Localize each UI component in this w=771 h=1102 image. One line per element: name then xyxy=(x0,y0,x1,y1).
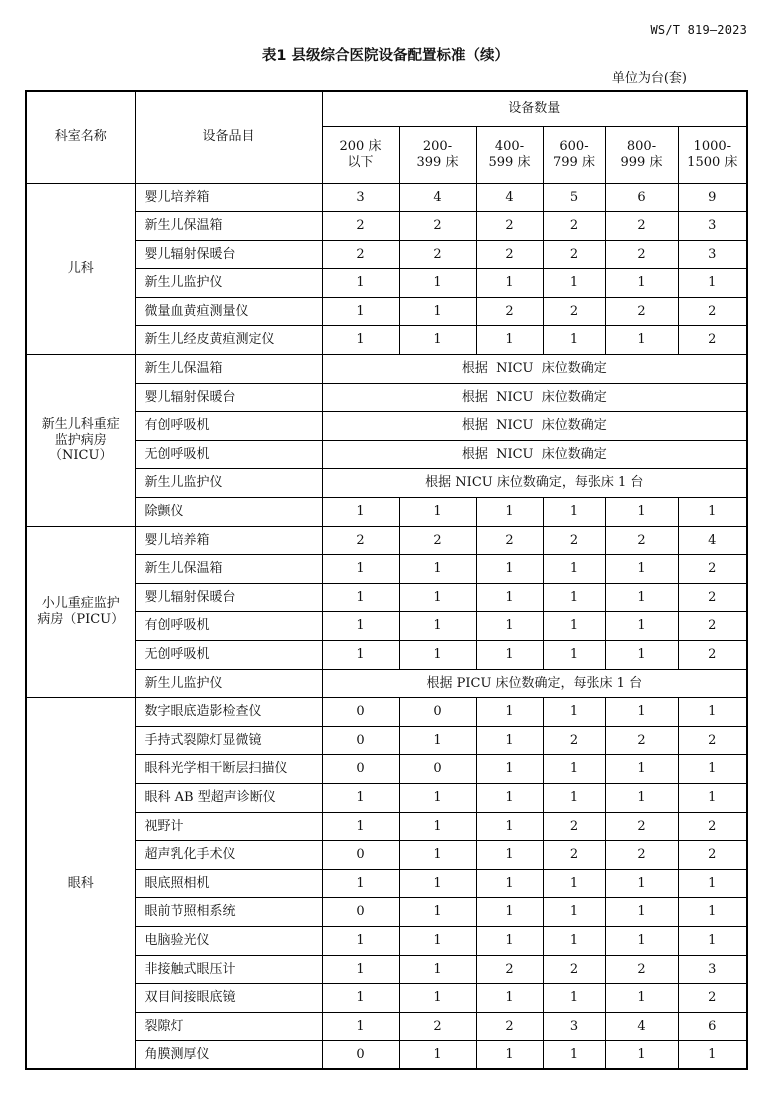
quantity-cell: 1 xyxy=(322,783,399,812)
equipment-item: 无创呼吸机 xyxy=(135,440,322,469)
table-row xyxy=(26,641,747,670)
table-row xyxy=(26,898,747,927)
table-row xyxy=(26,583,747,612)
quantity-cell: 1 xyxy=(543,498,605,527)
quantity-cell: 1 xyxy=(399,1041,476,1070)
quantity-cell: 0 xyxy=(322,1041,399,1070)
table-row xyxy=(26,498,747,527)
table-row xyxy=(26,1041,747,1070)
equipment-item: 婴儿培养箱 xyxy=(135,183,322,212)
quantity-cell: 1 xyxy=(322,326,399,355)
column-header-size-line: 1000- xyxy=(693,138,732,154)
quantity-cell: 1 xyxy=(605,755,678,784)
department-cell xyxy=(26,355,135,527)
quantity-cell: 2 xyxy=(476,955,543,984)
quantity-cell: 2 xyxy=(605,955,678,984)
equipment-item: 非接触式眼压计 xyxy=(135,955,322,984)
column-header-size-line: 400- xyxy=(494,138,525,154)
quantity-note: 根据 NICU 床位数确定 xyxy=(322,355,747,384)
quantity-cell: 0 xyxy=(322,898,399,927)
equipment-item: 无创呼吸机 xyxy=(135,641,322,670)
column-header-size xyxy=(476,126,543,183)
table-title: 表1 县级综合医院设备配置标准（续） xyxy=(261,48,510,64)
quantity-cell: 1 xyxy=(476,841,543,870)
quantity-cell: 1 xyxy=(476,583,543,612)
quantity-cell: 1 xyxy=(476,783,543,812)
quantity-cell: 1 xyxy=(543,612,605,641)
column-header-size xyxy=(399,126,476,183)
quantity-cell: 1 xyxy=(476,869,543,898)
quantity-cell: 1 xyxy=(678,269,747,298)
quantity-cell: 2 xyxy=(678,583,747,612)
column-header-size-line: 999 床 xyxy=(620,154,663,170)
quantity-cell: 6 xyxy=(678,1012,747,1041)
quantity-note: 根据 NICU 床位数确定 xyxy=(322,412,747,441)
quantity-cell: 2 xyxy=(476,212,543,241)
equipment-item: 新生儿监护仪 xyxy=(135,269,322,298)
table-row xyxy=(26,698,747,727)
quantity-cell: 1 xyxy=(678,869,747,898)
equipment-table xyxy=(25,90,748,1070)
quantity-cell: 1 xyxy=(543,641,605,670)
quantity-cell: 1 xyxy=(605,326,678,355)
quantity-cell: 2 xyxy=(543,726,605,755)
quantity-cell: 1 xyxy=(605,926,678,955)
quantity-cell: 1 xyxy=(678,698,747,727)
quantity-cell: 1 xyxy=(543,755,605,784)
quantity-cell: 1 xyxy=(605,583,678,612)
column-header-size-line: 799 床 xyxy=(553,154,595,170)
department-name-line: 监护病房 xyxy=(54,432,107,448)
quantity-cell: 1 xyxy=(605,555,678,584)
quantity-cell: 1 xyxy=(476,326,543,355)
quantity-cell: 2 xyxy=(678,612,747,641)
table-row xyxy=(26,383,747,412)
quantity-cell: 2 xyxy=(476,240,543,269)
quantity-cell: 1 xyxy=(476,812,543,841)
equipment-item: 新生儿保温箱 xyxy=(135,555,322,584)
quantity-cell: 1 xyxy=(399,269,476,298)
quantity-cell: 0 xyxy=(399,755,476,784)
quantity-cell: 1 xyxy=(543,1041,605,1070)
quantity-cell: 1 xyxy=(678,898,747,927)
quantity-cell: 0 xyxy=(399,698,476,727)
equipment-item: 超声乳化手术仪 xyxy=(135,841,322,870)
table-row xyxy=(26,926,747,955)
column-header-size xyxy=(678,126,747,183)
quantity-cell: 2 xyxy=(678,984,747,1013)
quantity-cell: 2 xyxy=(543,212,605,241)
quantity-cell: 1 xyxy=(322,498,399,527)
table-row xyxy=(26,526,747,555)
quantity-cell: 2 xyxy=(678,555,747,584)
quantity-cell: 1 xyxy=(543,984,605,1013)
quantity-cell: 4 xyxy=(605,1012,678,1041)
equipment-item: 眼科 AB 型超声诊断仪 xyxy=(135,783,322,812)
table-row xyxy=(26,297,747,326)
equipment-item: 有创呼吸机 xyxy=(135,412,322,441)
quantity-cell: 1 xyxy=(399,898,476,927)
quantity-cell: 2 xyxy=(543,812,605,841)
table-row xyxy=(26,555,747,584)
quantity-cell: 2 xyxy=(476,526,543,555)
quantity-cell: 2 xyxy=(678,326,747,355)
quantity-cell: 1 xyxy=(678,783,747,812)
quantity-cell: 1 xyxy=(476,555,543,584)
quantity-cell: 2 xyxy=(605,726,678,755)
quantity-cell: 1 xyxy=(476,612,543,641)
quantity-cell: 6 xyxy=(605,183,678,212)
column-header-size-line: 1500 床 xyxy=(687,154,738,170)
equipment-item: 新生儿保温箱 xyxy=(135,212,322,241)
quantity-cell: 1 xyxy=(543,926,605,955)
quantity-cell: 1 xyxy=(399,612,476,641)
equipment-item: 双目间接眼底镜 xyxy=(135,984,322,1013)
equipment-item: 婴儿培养箱 xyxy=(135,526,322,555)
quantity-cell: 1 xyxy=(605,269,678,298)
quantity-cell: 0 xyxy=(322,726,399,755)
quantity-cell: 1 xyxy=(322,583,399,612)
quantity-cell: 2 xyxy=(605,812,678,841)
quantity-cell: 0 xyxy=(322,755,399,784)
quantity-cell: 1 xyxy=(399,498,476,527)
quantity-cell: 1 xyxy=(678,1041,747,1070)
quantity-cell: 3 xyxy=(322,183,399,212)
quantity-cell: 2 xyxy=(543,240,605,269)
table-row xyxy=(26,240,747,269)
quantity-cell: 2 xyxy=(399,1012,476,1041)
quantity-cell: 2 xyxy=(543,955,605,984)
quantity-cell: 1 xyxy=(399,297,476,326)
department-cell xyxy=(26,526,135,698)
quantity-cell: 2 xyxy=(678,841,747,870)
quantity-cell: 1 xyxy=(543,869,605,898)
quantity-cell: 1 xyxy=(322,869,399,898)
table-row xyxy=(26,1012,747,1041)
quantity-cell: 1 xyxy=(476,726,543,755)
quantity-cell: 1 xyxy=(476,755,543,784)
quantity-cell: 1 xyxy=(322,555,399,584)
column-header-size-line: 200- xyxy=(422,138,453,154)
quantity-cell: 2 xyxy=(543,841,605,870)
column-header-size-line: 800- xyxy=(626,138,657,154)
quantity-cell: 0 xyxy=(322,841,399,870)
quantity-cell: 1 xyxy=(322,612,399,641)
quantity-cell: 1 xyxy=(399,926,476,955)
table-row xyxy=(26,812,747,841)
table-row xyxy=(26,412,747,441)
quantity-cell: 1 xyxy=(678,926,747,955)
quantity-cell: 1 xyxy=(322,1012,399,1041)
department-name-line: （NICU） xyxy=(49,448,113,464)
quantity-cell: 4 xyxy=(678,526,747,555)
quantity-cell: 1 xyxy=(605,984,678,1013)
column-header-size xyxy=(322,126,399,183)
equipment-item: 角膜测厚仪 xyxy=(135,1041,322,1070)
quantity-cell: 1 xyxy=(322,297,399,326)
column-header-size-line: 600- xyxy=(559,138,589,154)
quantity-cell: 1 xyxy=(476,269,543,298)
quantity-cell: 1 xyxy=(605,1041,678,1070)
column-header-size-line: 399 床 xyxy=(416,154,459,170)
equipment-item: 眼前节照相系统 xyxy=(135,898,322,927)
table-row xyxy=(26,984,747,1013)
quantity-cell: 1 xyxy=(476,984,543,1013)
column-header-size xyxy=(605,126,678,183)
quantity-cell: 1 xyxy=(605,641,678,670)
equipment-item: 新生儿监护仪 xyxy=(135,469,322,498)
quantity-cell: 1 xyxy=(605,898,678,927)
quantity-cell: 1 xyxy=(476,641,543,670)
table-row xyxy=(26,355,747,384)
quantity-cell: 1 xyxy=(476,898,543,927)
quantity-note: 根据 PICU 床位数确定，每张床 1 台 xyxy=(322,669,747,698)
quantity-note: 根据 NICU 床位数确定 xyxy=(322,440,747,469)
quantity-cell: 9 xyxy=(678,183,747,212)
department-name-line: 儿科 xyxy=(67,260,94,276)
quantity-cell: 3 xyxy=(678,240,747,269)
equipment-item: 裂隙灯 xyxy=(135,1012,322,1041)
department-name-line: 病房（PICU） xyxy=(37,611,125,627)
quantity-cell: 1 xyxy=(322,955,399,984)
quantity-cell: 2 xyxy=(322,212,399,241)
quantity-cell: 1 xyxy=(678,755,747,784)
quantity-cell: 3 xyxy=(678,955,747,984)
quantity-cell: 1 xyxy=(605,783,678,812)
quantity-cell: 2 xyxy=(543,297,605,326)
quantity-cell: 2 xyxy=(605,841,678,870)
quantity-cell: 2 xyxy=(399,240,476,269)
quantity-cell: 2 xyxy=(476,297,543,326)
quantity-cell: 2 xyxy=(399,212,476,241)
quantity-cell: 1 xyxy=(399,869,476,898)
quantity-cell: 1 xyxy=(476,1041,543,1070)
table-row xyxy=(26,783,747,812)
table-row xyxy=(26,669,747,698)
quantity-cell: 2 xyxy=(543,526,605,555)
equipment-item: 婴儿辐射保暖台 xyxy=(135,383,322,412)
quantity-cell: 3 xyxy=(543,1012,605,1041)
quantity-cell: 2 xyxy=(678,812,747,841)
quantity-cell: 2 xyxy=(678,726,747,755)
equipment-item: 婴儿辐射保暖台 xyxy=(135,240,322,269)
table-row xyxy=(26,612,747,641)
quantity-cell: 1 xyxy=(543,555,605,584)
department-cell xyxy=(26,183,135,355)
quantity-cell: 5 xyxy=(543,183,605,212)
quantity-cell: 1 xyxy=(322,269,399,298)
quantity-cell: 1 xyxy=(322,812,399,841)
equipment-item: 婴儿辐射保暖台 xyxy=(135,583,322,612)
equipment-item: 微量血黄疸测量仪 xyxy=(135,297,322,326)
unit-label: 单位为台(套) xyxy=(611,71,687,86)
quantity-cell: 2 xyxy=(605,240,678,269)
quantity-cell: 1 xyxy=(399,583,476,612)
quantity-cell: 1 xyxy=(543,326,605,355)
quantity-note: 根据 NICU 床位数确定 xyxy=(322,383,747,412)
department-cell xyxy=(26,698,135,1070)
quantity-cell: 1 xyxy=(399,555,476,584)
quantity-cell: 1 xyxy=(605,612,678,641)
column-header-size-line: 200 床 xyxy=(339,138,382,154)
quantity-cell: 2 xyxy=(322,526,399,555)
equipment-item: 除颤仪 xyxy=(135,498,322,527)
quantity-cell: 2 xyxy=(605,297,678,326)
quantity-cell: 1 xyxy=(605,869,678,898)
quantity-cell: 1 xyxy=(476,498,543,527)
quantity-cell: 4 xyxy=(399,183,476,212)
equipment-item: 视野计 xyxy=(135,812,322,841)
quantity-cell: 1 xyxy=(322,926,399,955)
quantity-cell: 1 xyxy=(543,269,605,298)
quantity-cell: 1 xyxy=(476,926,543,955)
table-row xyxy=(26,326,747,355)
quantity-cell: 1 xyxy=(543,898,605,927)
quantity-cell: 1 xyxy=(543,583,605,612)
column-header-item: 设备品目 xyxy=(135,91,322,183)
table-row xyxy=(26,955,747,984)
table-row xyxy=(26,212,747,241)
quantity-cell: 2 xyxy=(476,1012,543,1041)
quantity-cell: 2 xyxy=(605,212,678,241)
equipment-item: 新生儿保温箱 xyxy=(135,355,322,384)
quantity-cell: 2 xyxy=(399,526,476,555)
equipment-item: 眼科光学相干断层扫描仪 xyxy=(135,755,322,784)
column-header-size xyxy=(543,126,605,183)
quantity-cell: 1 xyxy=(476,698,543,727)
table-row xyxy=(26,183,747,212)
quantity-cell: 1 xyxy=(605,698,678,727)
table-row xyxy=(26,440,747,469)
table-row xyxy=(26,869,747,898)
table-row xyxy=(26,726,747,755)
standard-code: WS/T 819—2023 xyxy=(650,23,747,37)
quantity-cell: 2 xyxy=(678,297,747,326)
quantity-cell: 1 xyxy=(399,841,476,870)
quantity-cell: 1 xyxy=(399,955,476,984)
quantity-cell: 2 xyxy=(678,641,747,670)
equipment-item: 电脑验光仪 xyxy=(135,926,322,955)
table-row xyxy=(26,469,747,498)
quantity-cell: 1 xyxy=(399,984,476,1013)
column-header-dept: 科室名称 xyxy=(26,91,135,183)
column-header-size-line: 599 床 xyxy=(488,154,531,170)
quantity-cell: 2 xyxy=(605,526,678,555)
quantity-cell: 1 xyxy=(399,812,476,841)
table-row xyxy=(26,269,747,298)
quantity-cell: 4 xyxy=(476,183,543,212)
quantity-cell: 1 xyxy=(322,984,399,1013)
quantity-cell: 1 xyxy=(399,783,476,812)
quantity-cell: 1 xyxy=(322,641,399,670)
column-header-quantity: 设备数量 xyxy=(322,91,747,126)
department-name-line: 新生儿科重症 xyxy=(41,416,120,432)
quantity-cell: 1 xyxy=(543,698,605,727)
quantity-cell: 2 xyxy=(322,240,399,269)
department-name-line: 眼科 xyxy=(67,875,94,891)
department-name-line: 小儿重症监护 xyxy=(41,596,120,612)
quantity-cell: 1 xyxy=(399,726,476,755)
equipment-item: 眼底照相机 xyxy=(135,869,322,898)
quantity-cell: 1 xyxy=(678,498,747,527)
quantity-cell: 0 xyxy=(322,698,399,727)
equipment-item: 手持式裂隙灯显微镜 xyxy=(135,726,322,755)
quantity-cell: 1 xyxy=(399,641,476,670)
table-row xyxy=(26,841,747,870)
equipment-item: 新生儿监护仪 xyxy=(135,669,322,698)
quantity-cell: 3 xyxy=(678,212,747,241)
quantity-cell: 1 xyxy=(543,783,605,812)
quantity-note: 根据 NICU 床位数确定，每张床 1 台 xyxy=(322,469,747,498)
equipment-item: 新生儿经皮黄疸测定仪 xyxy=(135,326,322,355)
quantity-cell: 1 xyxy=(605,498,678,527)
equipment-item: 有创呼吸机 xyxy=(135,612,322,641)
column-header-size-line: 以下 xyxy=(347,154,374,170)
table-row xyxy=(26,755,747,784)
equipment-item: 数字眼底造影检查仪 xyxy=(135,698,322,727)
quantity-cell: 1 xyxy=(399,326,476,355)
